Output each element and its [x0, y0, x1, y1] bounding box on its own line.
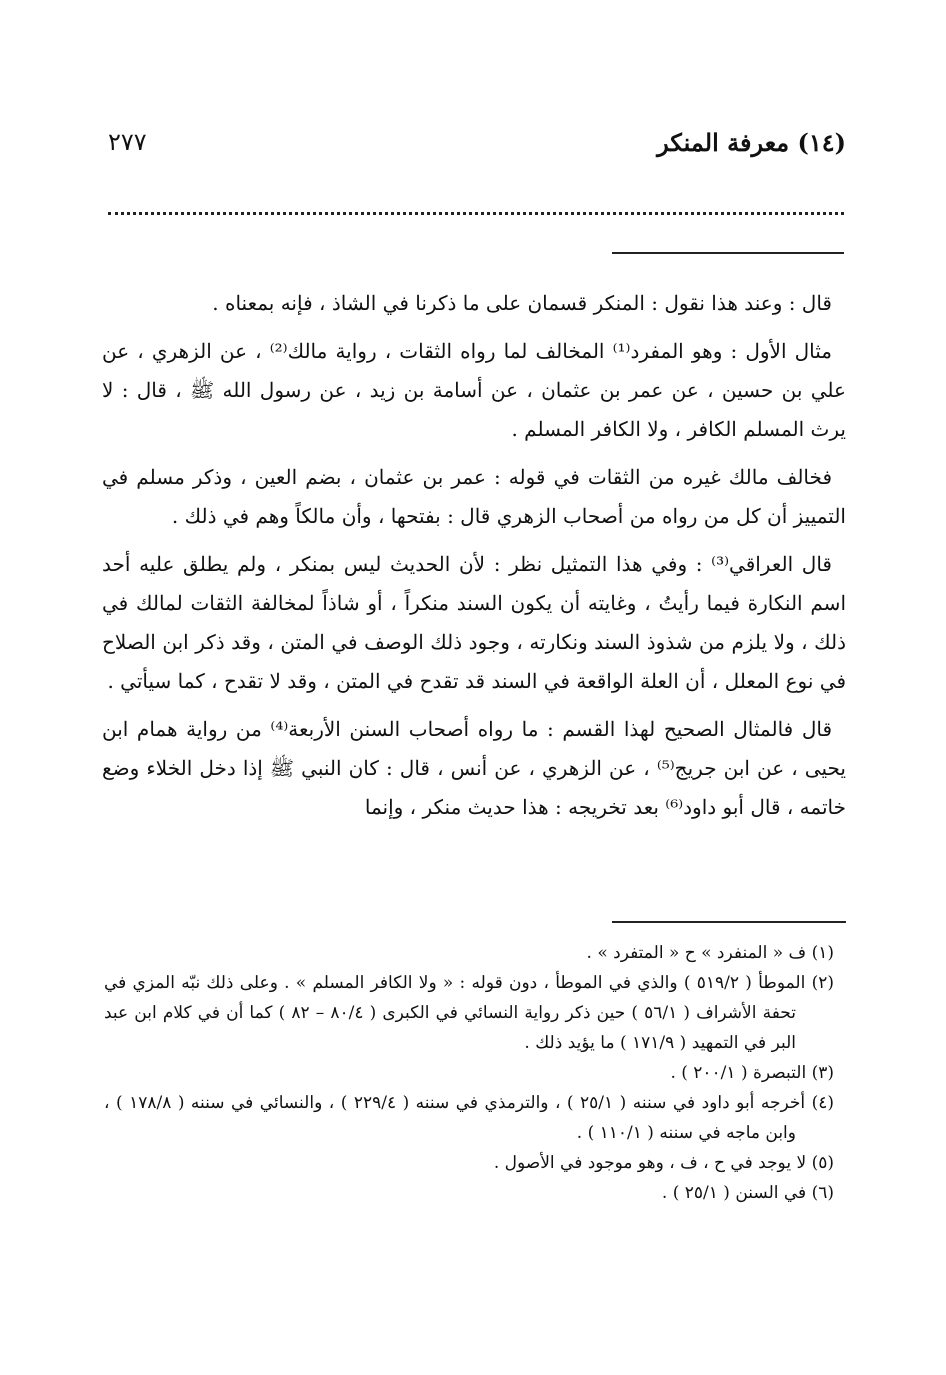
footnote-divider: [612, 921, 846, 923]
footnotes: [104, 938, 834, 1208]
footnote: (٣) التبصرة ( ٢٠٠/١ ) .: [670, 1063, 834, 1083]
body-paragraph: قال فالمثال الصحيح لهذا القسم : ما رواه أصحاب السنن الأربعة⁽⁴⁾ من رواية همام ابن يحيى ، عن ابن جريج⁽⁵⁾ ، عن الزهري ، عن أنس ، قال : كان النبي ﷺ إذا دخل الخلاء وضع خاتمه ، قال أبو داود⁽⁶⁾ بعد تخريجه : هذا حديث منكر ، وإنما: [102, 717, 846, 819]
body-paragraph: قال العراقي⁽³⁾ : وفي هذا التمثيل نظر : لأن الحديث ليس بمنكر ، ولم يطلق عليه أحد اسم النكارة فيما رأيتُ ، وغايته أن يكون السند منكراً ، أو شاذاً لمخالفة الثقات لمالك في ذلك ، ولا يلزم من شذوذ السند ونكارته ، وجود ذلك الوصف في المتن ، وقد ذكر ابن الصلاح في نوع المعلل ، أن العلة الواقعة في السند قد تقدح في المتن ، وقد لا تقدح ، كما سيأتي .: [102, 552, 846, 693]
chapter-title: (١٤) معرفة المنكر: [657, 128, 846, 157]
page-number: ٢٧٧: [108, 128, 147, 156]
footnote: (٤) أخرجه أبو داود في سننه ( ٢٥/١ ) ، والترمذي في سننه ( ٢٢٩/٤ ) ، والنسائي في سننه ( ١٧٨/٨ ) ، وابن ماجه في سننه ( ١١٠/١ ) .: [104, 1093, 834, 1143]
footnote: (٢) الموطأ ( ٥١٩/٢ ) والذي في الموطأ ، دون قوله : « ولا الكافر المسلم » . وعلى ذلك نبّه المزي في تحفة الأشراف ( ٥٦/١ ) حين ذكر رواية النسائي في الكبرى ( ٨٠/٤ – ٨٢ ) كما أن في كلام ابن عبد البر في التمهيد ( ١٧١/٩ ) ما يؤيد ذلك .: [104, 973, 834, 1053]
header-dotted-divider: [108, 212, 844, 215]
body-paragraph: فخالف مالك غيره من الثقات في قوله : عمر بن عثمان ، بضم العين ، وذكر مسلم في التمييز أن كل من رواه من أصحاب الزهري قال : بفتحها ، وأن مالكاً وهم في ذلك .: [102, 465, 846, 528]
body-paragraph: قال : وعند هذا نقول : المنكر قسمان على ما ذكرنا في الشاذ ، فإنه بمعناه .: [212, 291, 832, 315]
header-short-divider: [612, 252, 844, 254]
footnote: (٦) في السنن ( ٢٥/١ ) .: [661, 1183, 834, 1203]
body-paragraph: مثال الأول : وهو المفرد⁽¹⁾ المخالف لما رواه الثقات ، رواية مالك⁽²⁾ ، عن الزهري ، عن علي بن حسين ، عن عمر بن عثمان ، عن أسامة بن زيد ، عن رسول الله ﷺ ، قال : لا يرث المسلم الكافر ، ولا الكافر المسلم .: [102, 339, 846, 441]
main-text: [102, 284, 846, 836]
footnote: (٥) لا يوجد في ح ، ف ، وهو موجود في الأصول .: [493, 1153, 834, 1173]
footnote: (١) ف « المنفرد » ح « المتفرد » .: [586, 943, 834, 963]
